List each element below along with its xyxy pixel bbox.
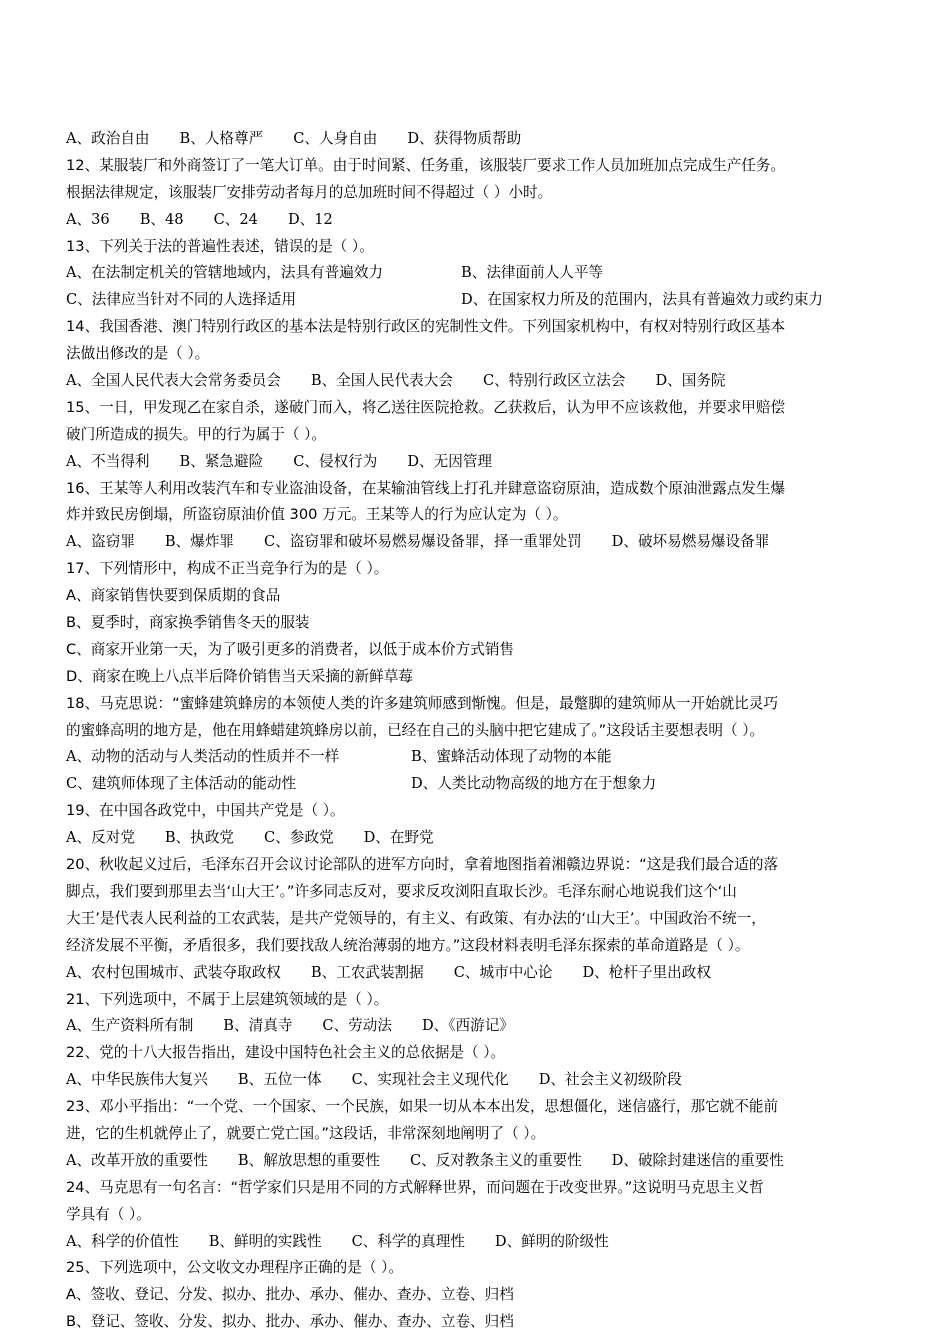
question-line: 经济发展不平衡，矛盾很多，我们要找敌人统治薄弱的地方。”这段材料表明毛泽东探索的革命道路是（ ）。 <box>66 936 750 954</box>
option-text: C、参政党 <box>264 829 334 847</box>
question-line: 21、下列选项中，不属于上层建筑领域的是（ ）。 <box>66 990 389 1008</box>
option-text: D、枪杆子里出政权 <box>582 963 711 981</box>
question-line: A、签收、登记、分发、拟办、批办、承办、催办、查办、立卷、归档 <box>66 1286 514 1304</box>
option-text: D、12 <box>287 210 333 228</box>
options-line <box>66 287 888 314</box>
option-text: D、破坏易燃易爆设备罪 <box>611 533 770 551</box>
option-text: A、改革开放的重要性 <box>66 1151 208 1169</box>
options-line <box>66 744 888 771</box>
option-text: D、在野党 <box>363 829 434 847</box>
option-text: B、执政党 <box>164 829 235 847</box>
question-line: 根据法律规定，该服装厂安排劳动者每月的总加班时间不得超过（ ）小时。 <box>66 183 553 201</box>
option-text: B、爆炸罪 <box>164 533 235 551</box>
question-line: D、商家在晚上八点半后降价销售当天采摘的新鲜草莓 <box>66 667 413 685</box>
options-line <box>66 1229 888 1256</box>
question-line: 进，它的生机就停止了，就要亡党亡国。”这段话，非常深刻地阐明了（ ）。 <box>66 1124 546 1142</box>
option-text: B、工农武装割据 <box>310 963 424 981</box>
options-line <box>66 368 888 395</box>
option-text: C、实现社会主义现代化 <box>351 1071 509 1089</box>
question-line: 法做出修改的是（ ）。 <box>66 345 210 363</box>
options-line <box>66 825 888 852</box>
option-text: A、不当得利 <box>66 452 150 470</box>
option-text: A、36 <box>66 210 110 228</box>
question-line: C、商家开业第一天，为了吸引更多的消费者，以低于成本价方式销售 <box>66 640 515 658</box>
option-text: A、生产资料所有制 <box>66 1017 194 1035</box>
option-text: B、清真寺 <box>223 1017 293 1035</box>
option-text: D、破除封建迷信的重要性 <box>611 1151 784 1169</box>
question-line: 19、在中国各政党中，中国共产党是（ ）。 <box>66 802 345 820</box>
option-text: B、蜜蜂活动体现了动物的本能 <box>411 748 612 766</box>
option-text: D、获得物质帮助 <box>407 130 522 147</box>
options-line <box>66 1148 888 1175</box>
option-text: C、城市中心论 <box>453 963 553 981</box>
question-line: 25、下列选项中，公文收文办理程序正确的是（ ）。 <box>66 1259 403 1277</box>
question-line: 13、下列关于法的普遍性表述，错误的是（ ）。 <box>66 237 374 255</box>
option-text: A、全国人民代表大会常务委员会 <box>66 372 281 390</box>
options-line <box>66 960 888 987</box>
question-line: 16、王某等人利用改装汽车和专业盗油设备，在某输油管线上打孔并肆意盗窃原油，造成数个原油泄露点发生爆 <box>66 479 786 497</box>
question-line: B、登记、签收、分发、拟办、批办、承办、催办、查办、立卷、归档 <box>66 1313 514 1331</box>
question-line: 15、一日，甲发现乙在家自杀，遂破门而入，将乙送往医院抢救。乙获救后，认为甲不应该救他，并要求甲赔偿 <box>66 398 786 416</box>
question-line: 炸并致民房倒塌，所盗窃原油价值 300 万元。王某等人的行为应认定为（ ）。 <box>66 506 568 524</box>
exam-page <box>66 126 888 1336</box>
options-line <box>66 126 888 153</box>
question-line: 14、我国香港、澳门特别行政区的基本法是特别行政区的宪制性文件。下列国家机构中，有权对特别行政区基本 <box>66 318 786 336</box>
option-text: D、鲜明的阶级性 <box>494 1232 609 1250</box>
option-text: D、社会主义初级阶段 <box>538 1071 682 1089</box>
option-text: B、紧急避险 <box>179 452 264 470</box>
option-text: A、在法制定机关的管辖地域内，法具有普遍效力 <box>66 264 384 282</box>
option-text: C、侵权行为 <box>293 452 378 470</box>
option-text: C、24 <box>213 210 258 228</box>
option-text: C、法律应当针对不同的人选择适用 <box>66 291 297 309</box>
option-text: C、建筑师体现了主体活动的能动性 <box>66 775 297 793</box>
options-line <box>66 449 888 476</box>
question-line: A、商家销售快要到保质期的食品 <box>66 587 281 605</box>
options-line <box>66 771 888 798</box>
option-text: A、中华民族伟大复兴 <box>66 1071 208 1089</box>
options-line <box>66 1013 888 1040</box>
question-line: 破门所造成的损失。甲的行为属于（ ）。 <box>66 425 327 443</box>
question-line: 的蜜蜂高明的地方是，他在用蜂蜡建筑蜂房以前，已经在自己的头脑中把它建成了。”这段话主要想表明（ ）。 <box>66 721 765 739</box>
option-text: C、特别行政区立法会 <box>482 372 626 390</box>
option-text: B、48 <box>139 210 184 228</box>
option-text: B、解放思想的重要性 <box>237 1151 380 1169</box>
option-text: B、鲜明的实践性 <box>208 1232 322 1250</box>
options-line <box>66 1067 888 1094</box>
question-line: B、夏季时，商家换季销售冬天的服装 <box>66 614 310 632</box>
question-line: 20、秋收起义过后，毛泽东召开会议讨论部队的进军方向时，拿着地图指着湘赣边界说：“这是我们最合适的落 <box>66 856 779 874</box>
option-text: D、国务院 <box>655 372 726 390</box>
option-text: D、在国家权力所及的范围内，法具有普遍效力或约束力 <box>461 291 823 309</box>
option-text: C、反对教条主义的重要性 <box>409 1151 582 1169</box>
question-line: 大王’是代表人民利益的工农武装，是共产党领导的，有主义、有政策、有办法的‘山大王’。中国政治不统一， <box>66 909 766 927</box>
question-line: 脚点，我们要到那里去当‘山大王’。”许多同志反对，要求反攻浏阳直取长沙。毛泽东耐心地说我们这个‘山 <box>66 882 737 900</box>
option-text: D、《西游记》 <box>421 1017 514 1035</box>
question-line: 22、党的十八大报告指出，建设中国特色社会主义的总依据是（ ）。 <box>66 1044 506 1062</box>
options-line <box>66 260 888 287</box>
question-line: 18、马克思说：“蜜蜂建筑蜂房的本领使人类的许多建筑师感到惭愧。但是，最蹩脚的建筑师从一开始就比灵巧 <box>66 694 779 712</box>
option-text: A、盗窃罪 <box>66 533 135 551</box>
option-text: B、法律面前人人平等 <box>461 264 604 282</box>
option-text: B、全国人民代表大会 <box>310 372 453 390</box>
option-text: B、人格尊严 <box>179 130 264 147</box>
option-text: A、农村包围城市、武装夺取政权 <box>66 963 281 981</box>
question-line: 23、邓小平指出：“一个党、一个国家、一个民族，如果一切从本本出发，思想僵化，迷信盛行，那它就不能前 <box>66 1098 779 1116</box>
options-line <box>66 207 888 234</box>
option-text: C、劳动法 <box>322 1017 392 1035</box>
option-text: D、人类比动物高级的地方在于想象力 <box>411 775 657 793</box>
option-text: A、科学的价值性 <box>66 1232 179 1250</box>
options-line <box>66 529 888 556</box>
option-text: A、政治自由 <box>66 130 150 147</box>
question-line: 学具有（ ）。 <box>66 1205 151 1223</box>
option-text: A、反对党 <box>66 829 135 847</box>
question-line: 17、下列情形中，构成不正当竞争行为的是（ ）。 <box>66 560 389 578</box>
question-line: 12、某服装厂和外商签订了一笔大订单。由于时间紧、任务重，该服装厂要求工作人员加班加点完成生产任务。 <box>66 156 786 174</box>
option-text: C、人身自由 <box>293 130 378 147</box>
option-text: C、盗窃罪和破坏易燃易爆设备罪，择一重罪处罚 <box>264 533 582 551</box>
option-text: A、动物的活动与人类活动的性质并不一样 <box>66 748 340 766</box>
option-text: B、五位一体 <box>237 1071 322 1089</box>
option-text: C、科学的真理性 <box>351 1232 465 1250</box>
question-line: 24、马克思有一句名言：“哲学家们只是用不同的方式解释世界，而问题在于改变世界。”这说明马克思主义哲 <box>66 1178 764 1196</box>
option-text: D、无因管理 <box>407 452 493 470</box>
